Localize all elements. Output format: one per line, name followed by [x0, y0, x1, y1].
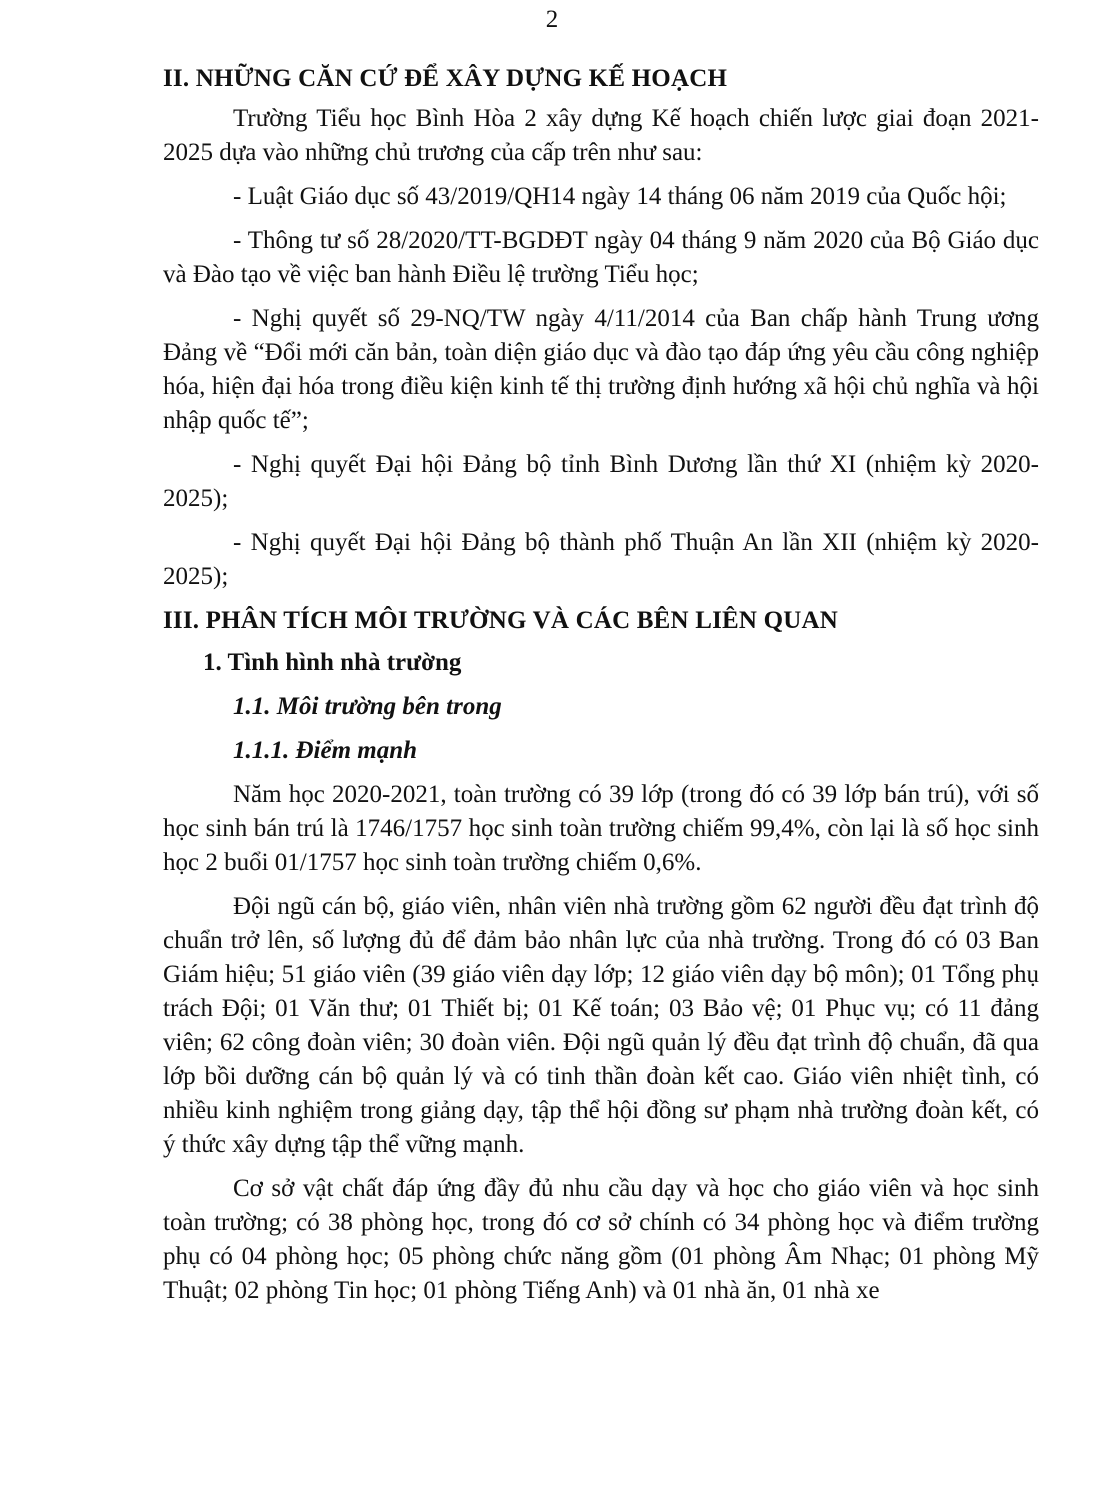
subsection-1-1-heading: 1.1. Môi trường bên trong — [233, 693, 502, 720]
body-paragraph: Đội ngũ cán bộ, giáo viên, nhân viên nhà trường gồm 62 người đều đạt trình độ chuẩn trở lên, số lượng đủ để đảm bảo nhân lực của nhà trường. Trong đó có 03 Ban Giám hiệu; 51 giáo viên (39 giáo viên dạy lớp; 12 giáo viên dạy bộ môn); 01 Tổng phụ trách Đội; 01 Văn thư; 01 Thiết bị; 01 Kế toán; 03 Bảo vệ; 01 Phục vụ; có 11 đảng viên; 62 công đoàn viên; 30 đoàn viên. Đội ngũ quản lý đều đạt trình độ chuẩn, đã qua lớp bồi dưỡng cán bộ quản lý và có tinh thần đoàn kết cao. Giáo viên nhiệt tình, có nhiều kinh nghiệm trong giảng dạy, tập thể hội đồng sư phạm nhà trường đoàn kết, có ý thức xây dựng tập thể vững mạnh. — [163, 893, 1039, 1158]
subsection-1-heading: 1. Tình hình nhà trường — [203, 649, 462, 676]
body-paragraph: Cơ sở vật chất đáp ứng đầy đủ nhu cầu dạy và học cho giáo viên và học sinh toàn trường; có 38 phòng học, trong đó cơ sở chính có 34 phòng học và điểm trường phụ có 04 phòng học; 05 phòng chức năng gồm (01 phòng Âm Nhạc; 01 phòng Mỹ Thuật; 02 phòng Tin học; 01 phòng Tiếng Anh) và 01 nhà ăn, 01 nhà xe — [163, 1175, 1039, 1304]
legal-basis-item: - Nghị quyết Đại hội Đảng bộ tỉnh Bình Dương lần thứ XI (nhiệm kỳ 2020-2025); — [163, 451, 1039, 512]
body-paragraph: Năm học 2020-2021, toàn trường có 39 lớp (trong đó có 39 lớp bán trú), với số học sinh bán trú là 1746/1757 học sinh toàn trường chiếm 99,4%, còn lại là số học sinh học 2 buổi 01/1757 học sinh toàn trường chiếm 0,6%. — [163, 781, 1039, 876]
legal-basis-item: - Nghị quyết số 29-NQ/TW ngày 4/11/2014 của Ban chấp hành Trung ương Đảng về “Đổi mới căn bản, toàn diện giáo dục và đào tạo đáp ứng yêu cầu công nghiệp hóa, hiện đại hóa trong điều kiện kinh tế thị trường định hướng xã hội chủ nghĩa và hội nhập quốc tế”; — [163, 305, 1039, 434]
legal-basis-item: - Thông tư số 28/2020/TT-BGDĐT ngày 04 tháng 9 năm 2020 của Bộ Giáo dục và Đào tạo về việc ban hành Điều lệ trường Tiểu học; — [163, 227, 1039, 288]
subsection-1-1-1-heading: 1.1.1. Điểm mạnh — [233, 737, 418, 764]
page-number: 2 — [545, 6, 559, 33]
section-2-heading: II. NHỮNG CĂN CỨ ĐỂ XÂY DỰNG KẾ HOẠCH — [163, 65, 728, 92]
document-body — [163, 62, 1039, 1318]
legal-basis-item: - Nghị quyết Đại hội Đảng bộ thành phố Thuận An lần XII (nhiệm kỳ 2020-2025); — [163, 529, 1039, 590]
section-2-intro: Trường Tiểu học Bình Hòa 2 xây dựng Kế hoạch chiến lược giai đoạn 2021-2025 dựa vào những chủ trương của cấp trên như sau: — [163, 105, 1039, 166]
section-3-heading: III. PHÂN TÍCH MÔI TRƯỜNG VÀ CÁC BÊN LIÊN QUAN — [163, 607, 839, 634]
legal-basis-item: - Luật Giáo dục số 43/2019/QH14 ngày 14 tháng 06 năm 2019 của Quốc hội; — [233, 183, 1007, 210]
